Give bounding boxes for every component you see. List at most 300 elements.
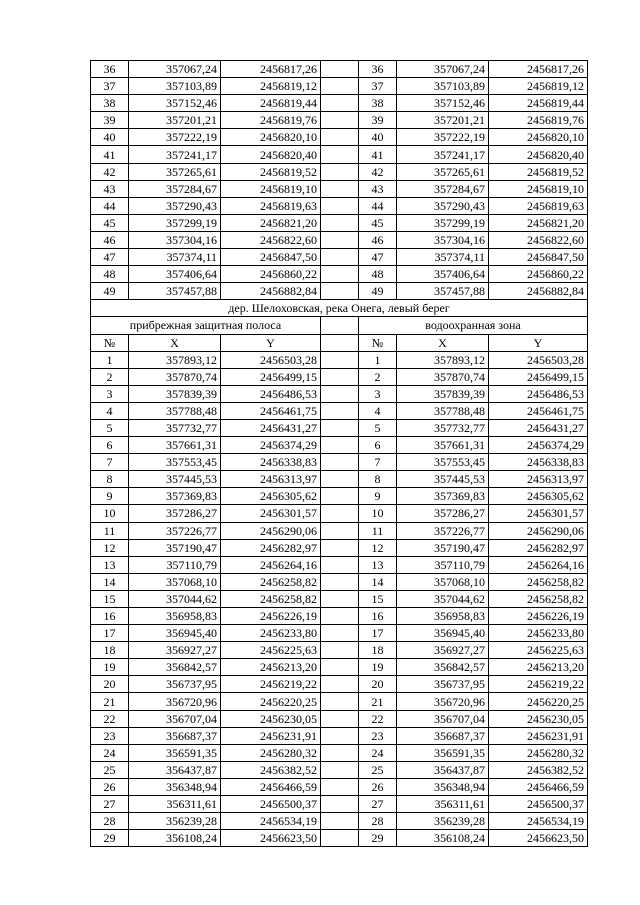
gap-cell [321, 454, 359, 471]
table-row [91, 419, 588, 436]
table-row [91, 471, 588, 488]
right-x-coordinate: 356348,94 [397, 778, 489, 795]
right-x-coordinate: 357190,47 [397, 539, 489, 556]
right-y-coordinate: 2456301,57 [489, 505, 588, 522]
right-y-coordinate: 2456820,40 [489, 146, 588, 163]
left-x-coordinate: 356842,57 [129, 659, 221, 676]
right-y-coordinate: 2456374,29 [489, 437, 588, 454]
right-y-coordinate: 2456282,97 [489, 539, 588, 556]
left-x-coordinate: 357553,45 [129, 454, 221, 471]
table-row [91, 676, 588, 693]
table-row [91, 129, 588, 146]
right-point-number: 3 [359, 385, 397, 402]
right-y-coordinate: 2456230,05 [489, 710, 588, 727]
left-y-coordinate: 2456819,10 [221, 180, 321, 197]
right-y-coordinate: 2456819,44 [489, 95, 588, 112]
gap-cell [321, 693, 359, 710]
left-x-coordinate: 357290,43 [129, 197, 221, 214]
left-y-coordinate: 2456258,82 [221, 590, 321, 607]
right-x-coordinate: 356591,35 [397, 744, 489, 761]
right-x-coordinate: 356945,40 [397, 625, 489, 642]
table-row [91, 112, 588, 129]
left-y-coordinate: 2456301,57 [221, 505, 321, 522]
right-x-coordinate: 357299,19 [397, 214, 489, 231]
right-x-coordinate: 357044,62 [397, 590, 489, 607]
table-row [91, 727, 588, 744]
right-point-number: 24 [359, 744, 397, 761]
right-y-coordinate: 2456499,15 [489, 368, 588, 385]
table-row [91, 95, 588, 112]
left-y-coordinate: 2456282,97 [221, 539, 321, 556]
right-y-coordinate: 2456882,84 [489, 283, 588, 300]
table-row [91, 385, 588, 402]
left-point-number: 2 [91, 368, 129, 385]
right-point-number: 26 [359, 778, 397, 795]
right-y-coordinate: 2456819,12 [489, 78, 588, 95]
right-point-number: 44 [359, 197, 397, 214]
left-y-coordinate: 2456233,80 [221, 625, 321, 642]
left-point-number: 24 [91, 744, 129, 761]
right-point-number: 17 [359, 625, 397, 642]
right-x-coordinate: 356239,28 [397, 813, 489, 830]
left-y-coordinate: 2456461,75 [221, 402, 321, 419]
left-y-coordinate: 2456225,63 [221, 642, 321, 659]
right-x-coordinate: 357265,61 [397, 163, 489, 180]
table-row [91, 761, 588, 778]
left-y-coordinate: 2456819,76 [221, 112, 321, 129]
table-row [91, 368, 588, 385]
left-x-coordinate: 357839,39 [129, 385, 221, 402]
left-y-coordinate: 2456486,53 [221, 385, 321, 402]
left-x-coordinate: 357241,17 [129, 146, 221, 163]
table-row [91, 249, 588, 266]
right-x-coordinate: 357222,19 [397, 129, 489, 146]
left-point-number: 6 [91, 437, 129, 454]
table-row [91, 625, 588, 642]
section-title: дер. Шелоховская, река Онега, левый берег [91, 300, 588, 317]
left-point-number: 23 [91, 727, 129, 744]
right-point-number: 18 [359, 642, 397, 659]
left-point-number: 20 [91, 676, 129, 693]
column-header-row [91, 334, 588, 351]
left-point-number: 29 [91, 830, 129, 847]
table-row [91, 61, 588, 78]
right-point-number: 6 [359, 437, 397, 454]
gap-cell [321, 573, 359, 590]
table-row [91, 488, 588, 505]
gap-cell [321, 146, 359, 163]
right-point-number: 29 [359, 830, 397, 847]
left-x-coordinate: 357222,19 [129, 129, 221, 146]
left-y-coordinate: 2456820,10 [221, 129, 321, 146]
table-row [91, 608, 588, 625]
left-y-coordinate: 2456258,82 [221, 573, 321, 590]
right-zone-title: водоохранная зона [359, 317, 588, 334]
right-y-coordinate: 2456220,25 [489, 693, 588, 710]
left-zone-title: прибрежная защитная полоса [91, 317, 321, 334]
left-point-number: 25 [91, 761, 129, 778]
gap-cell [321, 505, 359, 522]
gap-cell [321, 419, 359, 436]
right-y-coordinate: 2456822,60 [489, 231, 588, 248]
gap-cell [321, 317, 359, 334]
left-point-number: 8 [91, 471, 129, 488]
right-point-number: 9 [359, 488, 397, 505]
left-x-coordinate: 357068,10 [129, 573, 221, 590]
left-point-number: 44 [91, 197, 129, 214]
right-point-number: 19 [359, 659, 397, 676]
left-point-number: 37 [91, 78, 129, 95]
left-header-no: № [91, 334, 129, 351]
gap-cell [321, 163, 359, 180]
left-y-coordinate: 2456860,22 [221, 266, 321, 283]
left-y-coordinate: 2456499,15 [221, 368, 321, 385]
right-x-coordinate: 357406,64 [397, 266, 489, 283]
left-x-coordinate: 356591,35 [129, 744, 221, 761]
right-y-coordinate: 2456213,20 [489, 659, 588, 676]
left-x-coordinate: 356720,96 [129, 693, 221, 710]
left-point-number: 4 [91, 402, 129, 419]
right-point-number: 22 [359, 710, 397, 727]
right-point-number: 7 [359, 454, 397, 471]
right-x-coordinate: 356687,37 [397, 727, 489, 744]
table-row [91, 283, 588, 300]
gap-cell [321, 283, 359, 300]
right-y-coordinate: 2456820,10 [489, 129, 588, 146]
left-y-coordinate: 2456213,20 [221, 659, 321, 676]
gap-cell [321, 539, 359, 556]
gap-cell [321, 402, 359, 419]
left-point-number: 9 [91, 488, 129, 505]
gap-cell [321, 78, 359, 95]
right-x-coordinate: 356720,96 [397, 693, 489, 710]
gap-cell [321, 676, 359, 693]
right-x-coordinate: 357732,77 [397, 419, 489, 436]
left-x-coordinate: 357190,47 [129, 539, 221, 556]
gap-cell [321, 180, 359, 197]
gap-cell [321, 437, 359, 454]
left-point-number: 49 [91, 283, 129, 300]
right-x-coordinate: 357067,24 [397, 61, 489, 78]
right-x-coordinate: 357286,27 [397, 505, 489, 522]
left-x-coordinate: 356687,37 [129, 727, 221, 744]
right-header-x: X [397, 334, 489, 351]
right-header-y: Y [489, 334, 588, 351]
left-point-number: 18 [91, 642, 129, 659]
left-x-coordinate: 356239,28 [129, 813, 221, 830]
table-row [91, 796, 588, 813]
left-point-number: 11 [91, 522, 129, 539]
gap-cell [321, 231, 359, 248]
gap-cell [321, 488, 359, 505]
right-point-number: 25 [359, 761, 397, 778]
left-y-coordinate: 2456503,28 [221, 351, 321, 368]
right-point-number: 38 [359, 95, 397, 112]
left-point-number: 48 [91, 266, 129, 283]
right-y-coordinate: 2456819,76 [489, 112, 588, 129]
right-y-coordinate: 2456219,22 [489, 676, 588, 693]
right-x-coordinate: 357374,11 [397, 249, 489, 266]
right-header-no: № [359, 334, 397, 351]
gap-cell [321, 761, 359, 778]
left-point-number: 39 [91, 112, 129, 129]
right-y-coordinate: 2456819,63 [489, 197, 588, 214]
right-x-coordinate: 357445,53 [397, 471, 489, 488]
left-x-coordinate: 357152,46 [129, 95, 221, 112]
right-y-coordinate: 2456623,50 [489, 830, 588, 847]
right-x-coordinate: 357110,79 [397, 556, 489, 573]
table-row [91, 642, 588, 659]
lower-rows [91, 351, 588, 847]
right-x-coordinate: 357152,46 [397, 95, 489, 112]
gap-cell [321, 385, 359, 402]
left-x-coordinate: 357369,83 [129, 488, 221, 505]
right-point-number: 41 [359, 146, 397, 163]
right-x-coordinate: 357369,83 [397, 488, 489, 505]
right-x-coordinate: 356707,04 [397, 710, 489, 727]
gap-cell [321, 625, 359, 642]
gap-cell [321, 214, 359, 231]
right-point-number: 40 [359, 129, 397, 146]
left-x-coordinate: 356958,83 [129, 608, 221, 625]
left-x-coordinate: 356927,27 [129, 642, 221, 659]
gap-cell [321, 659, 359, 676]
right-x-coordinate: 357304,16 [397, 231, 489, 248]
right-y-coordinate: 2456819,52 [489, 163, 588, 180]
gap-cell [321, 727, 359, 744]
right-point-number: 15 [359, 590, 397, 607]
gap-cell [321, 590, 359, 607]
left-y-coordinate: 2456819,63 [221, 197, 321, 214]
gap-cell [321, 61, 359, 78]
right-point-number: 21 [359, 693, 397, 710]
right-x-coordinate: 357893,12 [397, 351, 489, 368]
right-x-coordinate: 357103,89 [397, 78, 489, 95]
right-y-coordinate: 2456258,82 [489, 590, 588, 607]
table-row [91, 505, 588, 522]
right-y-coordinate: 2456280,32 [489, 744, 588, 761]
left-y-coordinate: 2456305,62 [221, 488, 321, 505]
right-x-coordinate: 357839,39 [397, 385, 489, 402]
left-y-coordinate: 2456431,27 [221, 419, 321, 436]
right-point-number: 4 [359, 402, 397, 419]
left-x-coordinate: 357732,77 [129, 419, 221, 436]
upper-rows [91, 61, 588, 300]
gap-cell [321, 334, 359, 351]
right-y-coordinate: 2456226,19 [489, 608, 588, 625]
left-x-coordinate: 357406,64 [129, 266, 221, 283]
right-point-number: 39 [359, 112, 397, 129]
left-x-coordinate: 357226,77 [129, 522, 221, 539]
gap-cell [321, 368, 359, 385]
left-y-coordinate: 2456819,12 [221, 78, 321, 95]
gap-cell [321, 197, 359, 214]
left-header-y: Y [221, 334, 321, 351]
right-y-coordinate: 2456503,28 [489, 351, 588, 368]
gap-cell [321, 351, 359, 368]
left-point-number: 3 [91, 385, 129, 402]
right-y-coordinate: 2456290,06 [489, 522, 588, 539]
table-row [91, 556, 588, 573]
left-point-number: 19 [91, 659, 129, 676]
right-x-coordinate: 357870,74 [397, 368, 489, 385]
left-y-coordinate: 2456219,22 [221, 676, 321, 693]
left-point-number: 21 [91, 693, 129, 710]
section-title-row [91, 300, 588, 317]
right-x-coordinate: 356958,83 [397, 608, 489, 625]
right-x-coordinate: 356737,95 [397, 676, 489, 693]
right-point-number: 28 [359, 813, 397, 830]
left-point-number: 36 [91, 61, 129, 78]
table-row [91, 78, 588, 95]
left-point-number: 47 [91, 249, 129, 266]
left-x-coordinate: 356108,24 [129, 830, 221, 847]
right-y-coordinate: 2456534,19 [489, 813, 588, 830]
gap-cell [321, 522, 359, 539]
left-x-coordinate: 357067,24 [129, 61, 221, 78]
table-row [91, 830, 588, 847]
right-point-number: 47 [359, 249, 397, 266]
right-y-coordinate: 2456847,50 [489, 249, 588, 266]
left-y-coordinate: 2456290,06 [221, 522, 321, 539]
left-x-coordinate: 357110,79 [129, 556, 221, 573]
gap-cell [321, 471, 359, 488]
table-row [91, 351, 588, 368]
gap-cell [321, 608, 359, 625]
left-y-coordinate: 2456623,50 [221, 830, 321, 847]
left-y-coordinate: 2456231,91 [221, 727, 321, 744]
table-row [91, 693, 588, 710]
table-row [91, 539, 588, 556]
right-x-coordinate: 357201,21 [397, 112, 489, 129]
table-row [91, 573, 588, 590]
table-row [91, 180, 588, 197]
left-x-coordinate: 356945,40 [129, 625, 221, 642]
right-x-coordinate: 356311,61 [397, 796, 489, 813]
gap-cell [321, 813, 359, 830]
left-x-coordinate: 357201,21 [129, 112, 221, 129]
right-point-number: 14 [359, 573, 397, 590]
left-x-coordinate: 357374,11 [129, 249, 221, 266]
right-y-coordinate: 2456486,53 [489, 385, 588, 402]
left-x-coordinate: 356311,61 [129, 796, 221, 813]
left-x-coordinate: 356348,94 [129, 778, 221, 795]
left-point-number: 12 [91, 539, 129, 556]
left-y-coordinate: 2456534,19 [221, 813, 321, 830]
left-y-coordinate: 2456466,59 [221, 778, 321, 795]
table-row [91, 778, 588, 795]
right-point-number: 20 [359, 676, 397, 693]
left-y-coordinate: 2456264,16 [221, 556, 321, 573]
left-x-coordinate: 356437,87 [129, 761, 221, 778]
right-point-number: 13 [359, 556, 397, 573]
right-y-coordinate: 2456860,22 [489, 266, 588, 283]
right-y-coordinate: 2456500,37 [489, 796, 588, 813]
left-y-coordinate: 2456820,40 [221, 146, 321, 163]
gap-cell [321, 95, 359, 112]
gap-cell [321, 642, 359, 659]
right-x-coordinate: 357226,77 [397, 522, 489, 539]
gap-cell [321, 830, 359, 847]
left-x-coordinate: 357870,74 [129, 368, 221, 385]
left-point-number: 27 [91, 796, 129, 813]
gap-cell [321, 112, 359, 129]
table-row [91, 454, 588, 471]
gap-cell [321, 556, 359, 573]
right-point-number: 10 [359, 505, 397, 522]
right-x-coordinate: 356437,87 [397, 761, 489, 778]
left-point-number: 40 [91, 129, 129, 146]
left-y-coordinate: 2456819,52 [221, 163, 321, 180]
left-point-number: 41 [91, 146, 129, 163]
left-y-coordinate: 2456817,26 [221, 61, 321, 78]
right-y-coordinate: 2456819,10 [489, 180, 588, 197]
right-x-coordinate: 357284,67 [397, 180, 489, 197]
left-header-x: X [129, 334, 221, 351]
left-point-number: 16 [91, 608, 129, 625]
left-y-coordinate: 2456821,20 [221, 214, 321, 231]
right-x-coordinate: 357241,17 [397, 146, 489, 163]
table-row [91, 813, 588, 830]
table-row [91, 197, 588, 214]
gap-cell [321, 796, 359, 813]
left-point-number: 17 [91, 625, 129, 642]
gap-cell [321, 744, 359, 761]
left-point-number: 14 [91, 573, 129, 590]
right-x-coordinate: 357553,45 [397, 454, 489, 471]
left-x-coordinate: 357304,16 [129, 231, 221, 248]
left-y-coordinate: 2456338,83 [221, 454, 321, 471]
table-row [91, 522, 588, 539]
left-point-number: 45 [91, 214, 129, 231]
table-row [91, 266, 588, 283]
right-point-number: 42 [359, 163, 397, 180]
table-row [91, 146, 588, 163]
right-x-coordinate: 357457,88 [397, 283, 489, 300]
left-point-number: 1 [91, 351, 129, 368]
left-point-number: 38 [91, 95, 129, 112]
left-point-number: 7 [91, 454, 129, 471]
right-point-number: 46 [359, 231, 397, 248]
left-point-number: 28 [91, 813, 129, 830]
right-point-number: 23 [359, 727, 397, 744]
left-y-coordinate: 2456226,19 [221, 608, 321, 625]
right-point-number: 5 [359, 419, 397, 436]
right-x-coordinate: 357290,43 [397, 197, 489, 214]
table-row [91, 163, 588, 180]
left-x-coordinate: 356737,95 [129, 676, 221, 693]
left-y-coordinate: 2456313,97 [221, 471, 321, 488]
left-point-number: 26 [91, 778, 129, 795]
table-row [91, 437, 588, 454]
left-x-coordinate: 357893,12 [129, 351, 221, 368]
left-x-coordinate: 357445,53 [129, 471, 221, 488]
right-point-number: 36 [359, 61, 397, 78]
table-row [91, 214, 588, 231]
right-y-coordinate: 2456305,62 [489, 488, 588, 505]
left-y-coordinate: 2456230,05 [221, 710, 321, 727]
right-x-coordinate: 357068,10 [397, 573, 489, 590]
left-y-coordinate: 2456819,44 [221, 95, 321, 112]
left-x-coordinate: 357661,31 [129, 437, 221, 454]
right-point-number: 12 [359, 539, 397, 556]
right-point-number: 8 [359, 471, 397, 488]
left-x-coordinate: 357265,61 [129, 163, 221, 180]
gap-cell [321, 249, 359, 266]
right-y-coordinate: 2456264,16 [489, 556, 588, 573]
right-y-coordinate: 2456258,82 [489, 573, 588, 590]
gap-cell [321, 710, 359, 727]
